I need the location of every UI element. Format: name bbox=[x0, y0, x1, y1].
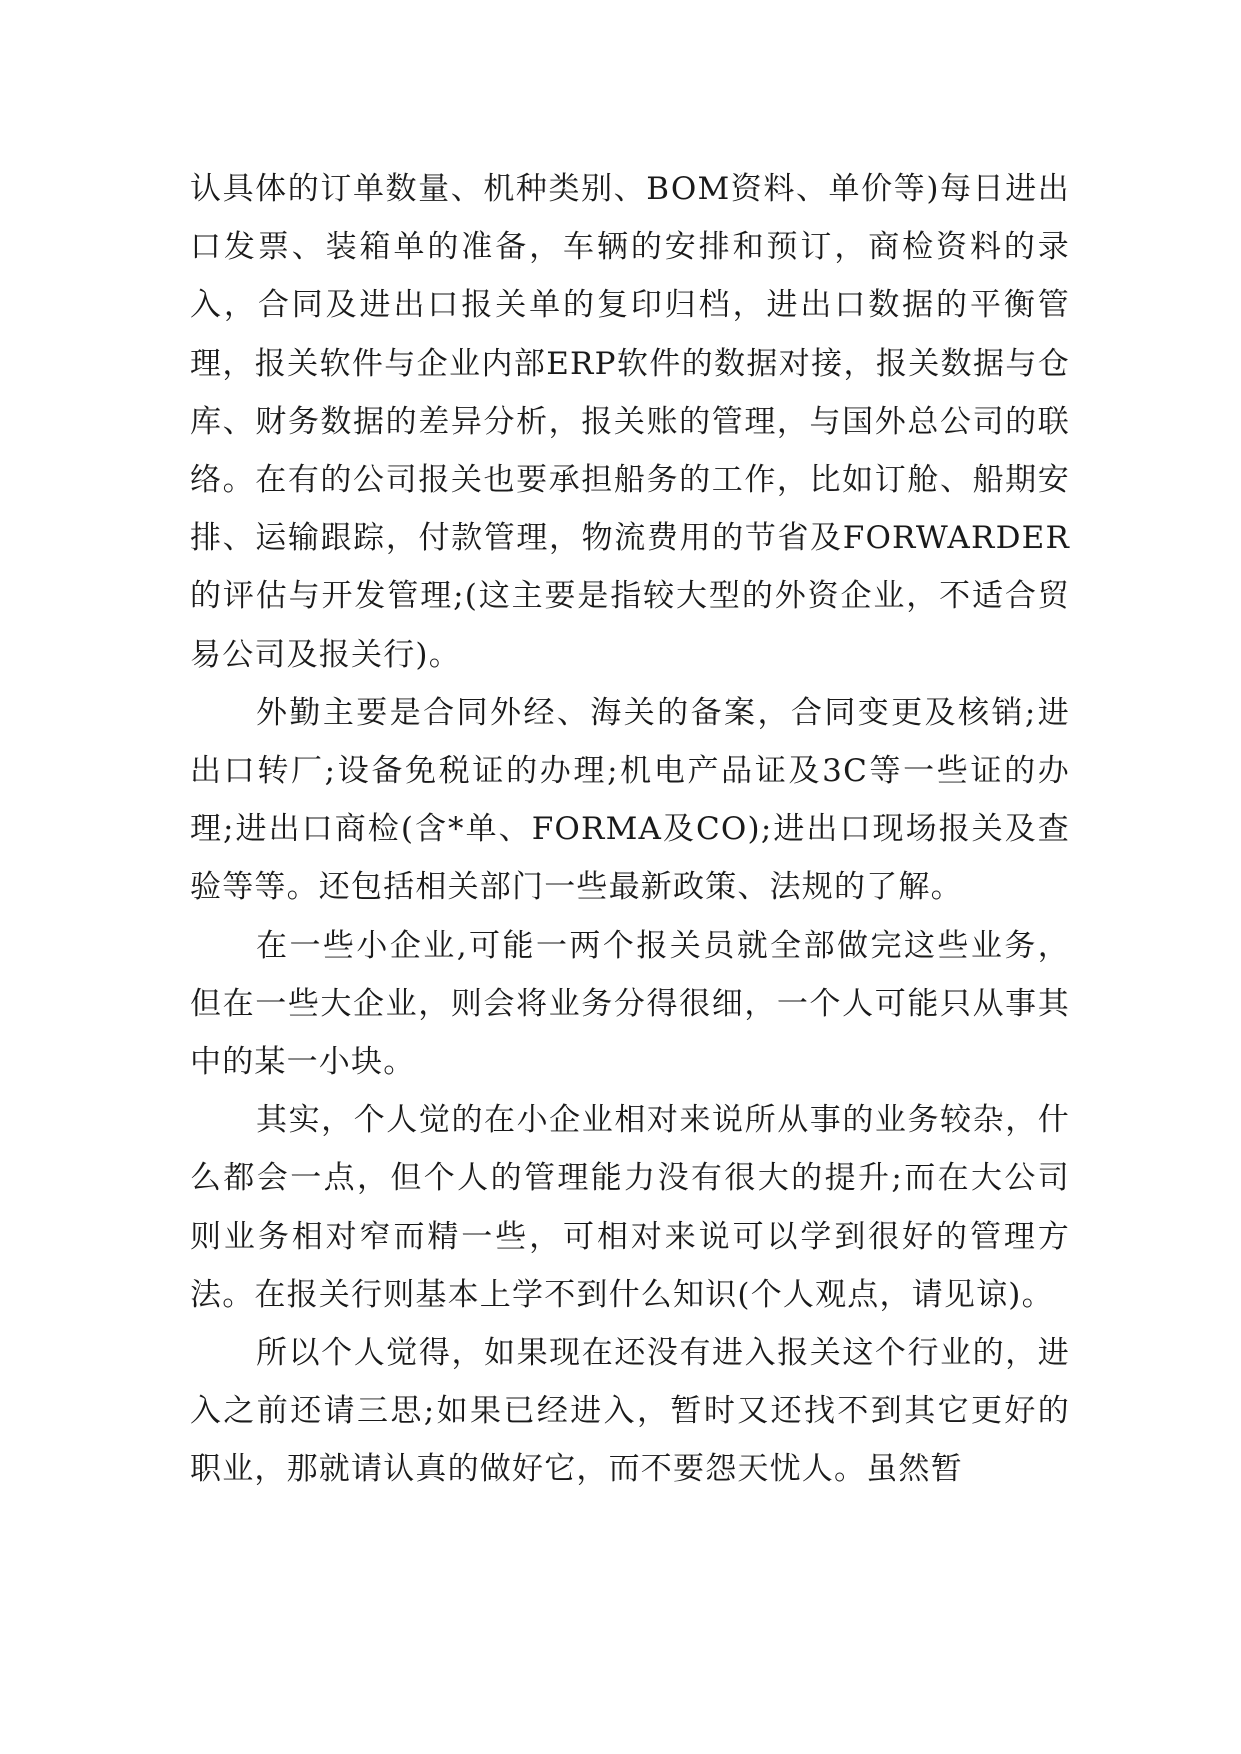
paragraph-2: 外勤主要是合同外经、海关的备案，合同变更及核销;进出口转厂;设备免税证的办理;机电产品证及3C等一些证的办理;进出口商检(含*单、FORMA及CO);进出口现场报关及查验等等。还包括相关部门一些最新政策、法规的了解。 bbox=[190, 694, 1070, 906]
document-body bbox=[190, 160, 1070, 1499]
paragraph-3: 在一些小企业,可能一两个报关员就全部做完这些业务，但在一些大企业，则会将业务分得很细，一个人可能只从事其中的某一小块。 bbox=[190, 927, 1070, 1081]
paragraph-5: 所以个人觉得，如果现在还没有进入报关这个行业的，进入之前还请三思;如果已经进入，暂时又还找不到其它更好的职业，那就请认真的做好它，而不要怨天忧人。虽然暂 bbox=[190, 1335, 1070, 1488]
paragraph-4: 其实，个人觉的在小企业相对来说所从事的业务较杂，什么都会一点，但个人的管理能力没有很大的提升;而在大公司则业务相对窄而精一些，可相对来说可以学到很好的管理方法。在报关行则基本上学不到什么知识(个人观点，请见谅)。 bbox=[190, 1102, 1070, 1313]
paragraph-1: 认具体的订单数量、机种类别、BOM资料、单价等)每日进出口发票、装箱单的准备，车辆的安排和预订，商检资料的录入，合同及进出口报关单的复印归档，进出口数据的平衡管理，报关软件与企业内部ERP软件的数据对接，报关数据与仓库、财务数据的差异分析，报关账的管理，与国外总公司的联络。在有的公司报关也要承担船务的工作，比如订舱、船期安排、运输跟踪，付款管理，物流费用的节省及FORWARDER的评估与开发管理;(这主要是指较大型的外资企业，不适合贸易公司及报关行)。 bbox=[190, 171, 1070, 673]
